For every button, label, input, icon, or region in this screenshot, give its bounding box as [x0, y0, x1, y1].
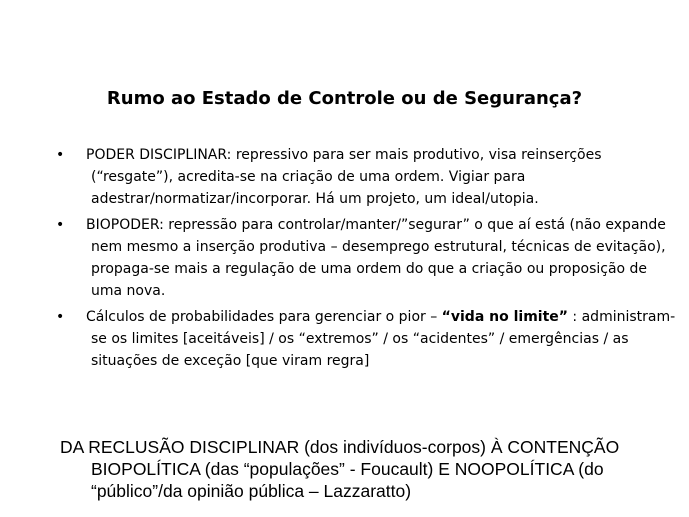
bullet-item-biopoder: [56, 214, 676, 302]
bullet-item-poder-disciplinar: [56, 144, 676, 210]
bullet-text: BIOPODER: repressão para controlar/manter/”segurar” o que aí está (não expande nem mesmo a inserção produtiva – desemprego estrutural, técnicas de evitação), propaga-se mais a regulação de uma ordem do que a criação ou proposição de uma nova.: [86, 217, 666, 299]
footer-statement: DA RECLUSÃO DISCIPLINAR (dos indivíduos-corpos) À CONTENÇÃO BIOPOLÍTICA (das “populações” - Foucault) E NOOPOLÍTICA (do “público”/da opinião pública – Lazzaratto): [60, 437, 620, 501]
bullet-text-emphasis: “vida no limite”: [441, 309, 568, 325]
bullet-marker: •: [56, 147, 65, 163]
bullet-text-after: : administram-se os limites [aceitáveis] / os “extremos” / os “acidentes” / emergências / as situações de exceção [que viram regra]: [91, 309, 676, 369]
bullet-text: PODER DISCIPLINAR: repressivo para ser mais produtivo, visa reinserções (“resgate”), acredita-se na criação de uma ordem. Vigiar para adestrar/normatizar/incorporar. Há um projeto, um ideal/utopia.: [86, 147, 602, 207]
bullet-text: [86, 306, 676, 372]
bullet-list: [56, 144, 676, 376]
slide-title: Rumo ao Estado de Controle ou de Segurança?: [106, 88, 583, 109]
bullet-marker: •: [56, 217, 65, 233]
bullet-item-calculos: [56, 306, 676, 372]
bullet-marker: •: [56, 309, 65, 325]
bullet-text-before: Cálculos de probabilidades para gerenciar o pior –: [86, 309, 442, 325]
